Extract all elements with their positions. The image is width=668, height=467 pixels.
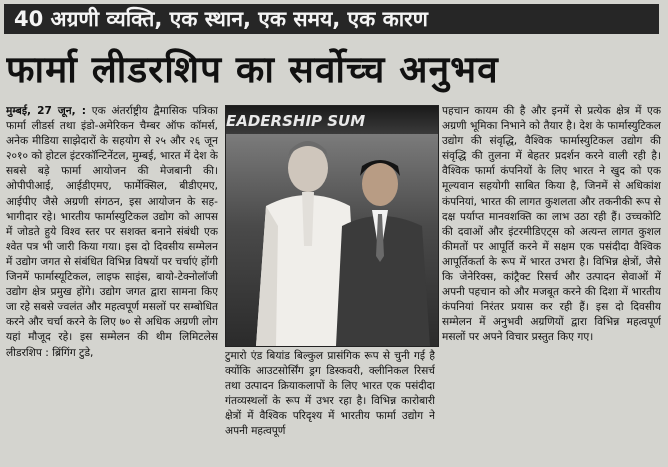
- column-3-text: पहचान कायम की है और इनमें से प्रत्येक क्षेत्र में एक अग्रणी भूमिका निभाने को तैयार है। देश के फार्मास्युटिकल उद्योग की संवृद्धि, वैश्विक फार्मास्युटिकल उद्योग की संवृद्धि की तुलना में बेहतर प्रदर्शन करने वाली रही है। वैश्विक फार्मा कंपनियों के लिए भारत ने खुद को एक मूल्यवान सहयोगी साबित किया है, जिनमें से अधिकांश कंपनियां, भारत की लागत कुशलता और तकनीकी रूप से दक्ष पर्याप्त मानवशक्ति का लाभ उठा रही हैं। उच्चकोटि की दवाओं और इंटरमीडिएट्स को अत्यन्त लागत कुशल कीमतों पर आपूर्ति करने में सक्षम एक पसंदीदा वैश्विक आपूर्तिकर्ता के रूप में भारत उभरा है। विभिन्न क्षेत्रों, जैसे कि जेनेरिक्स, कांट्रैक्ट रिसर्च और उत्पादन सेवाओं में अपनी पहचान को और मजबूत करने की दिशा में भारतीय कंपनियां निरंतर प्रयास कर रही हैं। इस दो दिवसीय सम्मेलन में अनुभवी अग्रणियों द्वारा विभिन्न महत्वपूर्ण मसलों पर अपने विचार प्रस्तुत किए गए।: [442, 105, 661, 344]
- photo-illustration: [226, 106, 438, 346]
- article-column-1: [6, 104, 218, 464]
- column-2-text: टुमारो एंड बियांड बिल्कुल प्रासंगिक रूप से चुनी गई है क्योंकि आउटसोर्सिंग ड्रग डिस्कवरी, क्लीनिकल रिसर्च तथा उत्पादन क्रियाकलापों के लिए भारत एक पसंदीदा गंतव्यस्थलों के रूप में उभर रहा है। विभिन्न कारोबारी क्षेत्रों में वैश्विक परिदृश्य में भारतीय फार्मा उद्योग ने अपनी महत्वपूर्ण: [225, 350, 435, 438]
- photo-banner-text: EADERSHIP SUM: [226, 112, 366, 130]
- dateline: मुम्बई, 27 जून, :: [6, 105, 87, 117]
- top-banner: 40 अग्रणी व्यक्ति, एक स्थान, एक समय, एक कारण: [4, 4, 659, 34]
- event-photo: [225, 105, 439, 347]
- article-column-2: [225, 349, 435, 464]
- article-column-3: [442, 104, 661, 464]
- column-1-text: एक अंतर्राष्ट्रीय द्वैमासिक पत्रिका फार्मा लीडर्स तथा इंडो-अमेरिकन चैम्बर ऑफ कॉमर्स, अनेक मीडिया साझेदारों के सहयोग से २५ और २६ जून २०१० को होटल इंटरकॉन्टिनेंटल, मुम्बई, भारत में देश के सबसे बड़े फार्मा आयोजन की मेजबानी की। ओपीपीआई, आईडीएमए, फार्मेक्सिल, बीडीएमए, आईपीए जैसे अग्रणी संगठन, इस आयोजन के सह-भागीदार रहे। भारतीय फार्मास्युटिकल उद्योग को आपस में जोडते हुये विश्व स्तर पर सशक्त बनाने संबंधी एक श्वेत पत्र भी जारी किया गया। इस दो दिवसीय सम्मेलन में उद्योग जगत से संबंधित विभिन्न विषयों पर चर्चाएं होंगी जिनमें फार्मास्यूटिकल, लाइफ साइंस, बायो-टेक्नोलॉजी उद्योग क्षेत्र प्रमुख होंगे। उद्योग जगत द्वारा सामना किए जा रहे सबसे ज्वलंत और महत्वपूर्ण मसलों पर सम्बोधित करने और चर्चा करने के लिए ७० से अधिक अग्रणी लोग यहां मौजूद रहे। इस सम्मेलन की थीम लिमिटलेस लीडरशिप : ब्रिंगिंग टुडे,: [6, 105, 218, 359]
- headline: फार्मा लीडरशिप का सर्वोच्च अनुभव: [6, 48, 499, 91]
